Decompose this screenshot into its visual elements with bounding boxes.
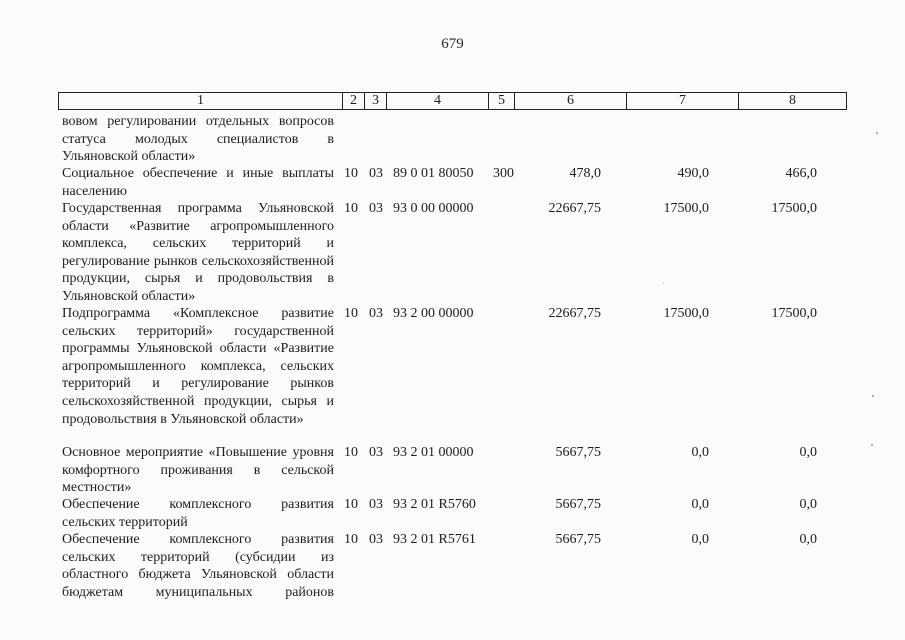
row-description: Обеспечение комплексного развития сельских территорий [62,497,334,530]
row-razdel: 10 [344,532,358,547]
row-amount-col8: 0,0 [799,532,817,547]
row-target-article: 93 2 00 00000 [393,306,474,321]
row-description: Государственная программа Ульяновской области «Развитие агропромышленного комплекса, сельских территорий и регулирование рынков сельскохозяйственной продукции, сырья и продовольствия в Ульяновской области» [62,201,334,304]
row-razdel: 10 [344,306,358,321]
row-amount-col7: 0,0 [691,532,709,547]
row-target-article: 93 2 01 R5760 [393,497,476,512]
scan-speck [663,283,664,284]
row-amount-col8: 17500,0 [771,306,817,321]
header-col-4: 4 [387,93,489,109]
row-target-article: 93 0 00 00000 [393,201,474,216]
header-col-8: 8 [789,93,796,108]
row-amount-col6: 5667,75 [555,532,601,547]
row-amount-col6: 5667,75 [555,497,601,512]
row-podrazdel: 03 [369,201,383,216]
header-col-5: 5 [489,93,515,109]
row-target-article: 93 2 01 R5761 [393,532,476,547]
row-razdel: 10 [344,497,358,512]
row-expense-type: 300 [493,166,514,181]
row-amount-col7: 0,0 [691,497,709,512]
header-col-1: 1 [59,93,343,109]
row-razdel: 10 [344,201,358,216]
table-header-row [58,92,847,110]
row-description: Подпрограмма «Комплексное развитие сельских территорий» государственной программы Ульяновской области «Развитие агропромышленного комплекса, сельских территорий и регулирование рынков сельскохозяйственной продукции, сырья и продовольствия в Ульяновской области» [62,306,334,427]
row-amount-col6: 22667,75 [548,306,601,321]
row-amount-col6: 478,0 [569,166,601,181]
scan-speck [876,132,878,134]
row-amount-col7: 17500,0 [663,201,709,216]
row-amount-col7: 490,0 [677,166,709,181]
row-razdel: 10 [344,166,358,181]
row-amount-col8: 0,0 [799,445,817,460]
row-amount-col8: 17500,0 [771,201,817,216]
row-amount-col8: 0,0 [799,497,817,512]
scan-speck [872,395,874,397]
header-col-2: 2 [343,93,365,109]
row-description: Основное мероприятие «Повышение уровня комфортного проживания в сельской местности» [62,445,334,496]
scan-speck [871,444,873,446]
row-description: Социальное обеспечение и иные выплаты населению [62,166,334,199]
row-podrazdel: 03 [369,445,383,460]
row-amount-col6: 5667,75 [555,445,601,460]
header-col-7: 7 [627,93,739,109]
row-amount-col6: 22667,75 [548,201,601,216]
page-number: 679 [441,36,464,52]
row-podrazdel: 03 [369,306,383,321]
row-amount-col7: 0,0 [691,445,709,460]
header-col-3: 3 [365,93,387,109]
header-col-6: 6 [515,93,627,109]
row-target-article: 89 0 01 80050 [393,166,474,181]
row-target-article: 93 2 01 00000 [393,445,474,460]
row-razdel: 10 [344,445,358,460]
row-amount-col8: 466,0 [785,166,817,181]
row-description: Обеспечение комплексного развития сельских территорий (субсидии из областного бюджета Ульяновской области бюджетам муниципальных районов [62,532,334,600]
row-podrazdel: 03 [369,532,383,547]
row-description: вовом регулировании отдельных вопросов статуса молодых специалистов в Ульяновской области» [62,114,334,165]
row-podrazdel: 03 [369,497,383,512]
row-podrazdel: 03 [369,166,383,181]
row-amount-col7: 17500,0 [663,306,709,321]
